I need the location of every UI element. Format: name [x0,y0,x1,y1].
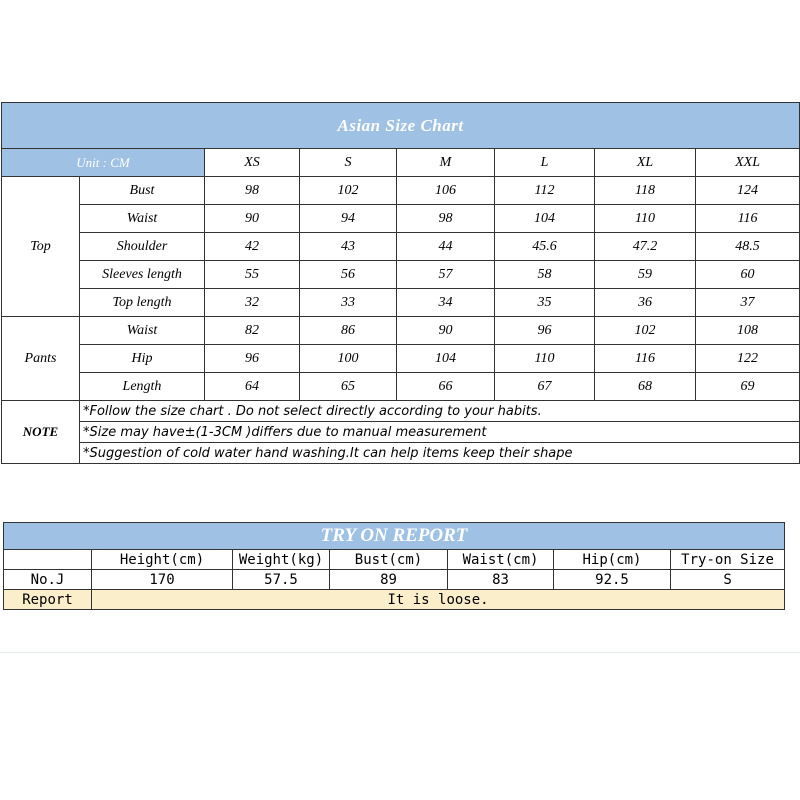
column-header: Bust(cm) [330,550,448,570]
note-text: *Follow the size chart . Do not select directly according to your habits. [80,401,800,422]
pants-group-label: Pants [2,317,80,401]
size-value: 122 [696,345,800,373]
size-value: 60 [696,261,800,289]
top-group-label: Top [2,177,80,317]
model-value: 92.5 [554,570,671,590]
note-text: *Size may have±(1-3CM )differs due to manual measurement [80,422,800,443]
table-row [2,289,800,317]
column-header: Waist(cm) [448,550,554,570]
measure-label: Bust [80,177,205,205]
size-value: 124 [696,177,800,205]
size-value: 56 [300,261,397,289]
size-header: M [397,149,495,177]
size-value: 45.6 [495,233,595,261]
model-value: S [671,570,785,590]
size-value: 67 [495,373,595,401]
size-value: 94 [300,205,397,233]
model-value: 57.5 [233,570,330,590]
column-header: Weight(kg) [233,550,330,570]
size-value: 98 [397,205,495,233]
size-value: 34 [397,289,495,317]
size-value: 69 [696,373,800,401]
size-value: 68 [595,373,696,401]
try-on-report [3,522,785,610]
divider [0,652,800,653]
unit-label: Unit : CM [2,149,205,177]
size-value: 104 [495,205,595,233]
measure-label: Top length [80,289,205,317]
size-value: 33 [300,289,397,317]
table-row [2,345,800,373]
size-value: 48.5 [696,233,800,261]
size-value: 116 [696,205,800,233]
size-value: 44 [397,233,495,261]
size-value: 96 [495,317,595,345]
size-value: 112 [495,177,595,205]
size-value: 108 [696,317,800,345]
size-value: 118 [595,177,696,205]
report-label: Report [4,590,92,610]
size-chart-title: Asian Size Chart [2,103,800,149]
report-text: It is loose. [92,590,785,610]
size-value: 36 [595,289,696,317]
table-row [2,177,800,205]
table-row [2,205,800,233]
measure-label: Shoulder [80,233,205,261]
size-header: L [495,149,595,177]
try-on-title: TRY ON REPORT [4,523,785,550]
header-empty-cell [4,550,92,570]
size-value: 100 [300,345,397,373]
size-value: 96 [205,345,300,373]
table-row [4,570,785,590]
size-value: 55 [205,261,300,289]
size-value: 98 [205,177,300,205]
size-header: XS [205,149,300,177]
table-row [2,261,800,289]
model-value: 89 [330,570,448,590]
size-value: 35 [495,289,595,317]
size-value: 104 [397,345,495,373]
table-row [2,317,800,345]
table-row [2,233,800,261]
size-value: 106 [397,177,495,205]
size-value: 82 [205,317,300,345]
model-value: 170 [92,570,233,590]
size-value: 32 [205,289,300,317]
size-header: XL [595,149,696,177]
model-label: No.J [4,570,92,590]
column-header: Height(cm) [92,550,233,570]
model-value: 83 [448,570,554,590]
measure-label: Sleeves length [80,261,205,289]
size-value: 58 [495,261,595,289]
measure-label: Length [80,373,205,401]
size-value: 43 [300,233,397,261]
table-row [4,590,785,610]
size-value: 47.2 [595,233,696,261]
measure-label: Hip [80,345,205,373]
size-header: XXL [696,149,800,177]
size-value: 57 [397,261,495,289]
note-label: NOTE [2,401,80,464]
size-value: 86 [300,317,397,345]
size-value: 90 [397,317,495,345]
size-value: 42 [205,233,300,261]
column-header: Try-on Size [671,550,785,570]
measure-label: Waist [80,205,205,233]
size-header: S [300,149,397,177]
size-value: 37 [696,289,800,317]
size-value: 90 [205,205,300,233]
size-value: 102 [300,177,397,205]
size-value: 110 [595,205,696,233]
size-value: 102 [595,317,696,345]
size-value: 110 [495,345,595,373]
asian-size-chart [1,102,800,464]
note-text: *Suggestion of cold water hand washing.It can help items keep their shape [80,443,800,464]
size-value: 59 [595,261,696,289]
table-row [2,373,800,401]
size-value: 66 [397,373,495,401]
size-value: 65 [300,373,397,401]
measure-label: Waist [80,317,205,345]
size-value: 116 [595,345,696,373]
size-value: 64 [205,373,300,401]
column-header: Hip(cm) [554,550,671,570]
